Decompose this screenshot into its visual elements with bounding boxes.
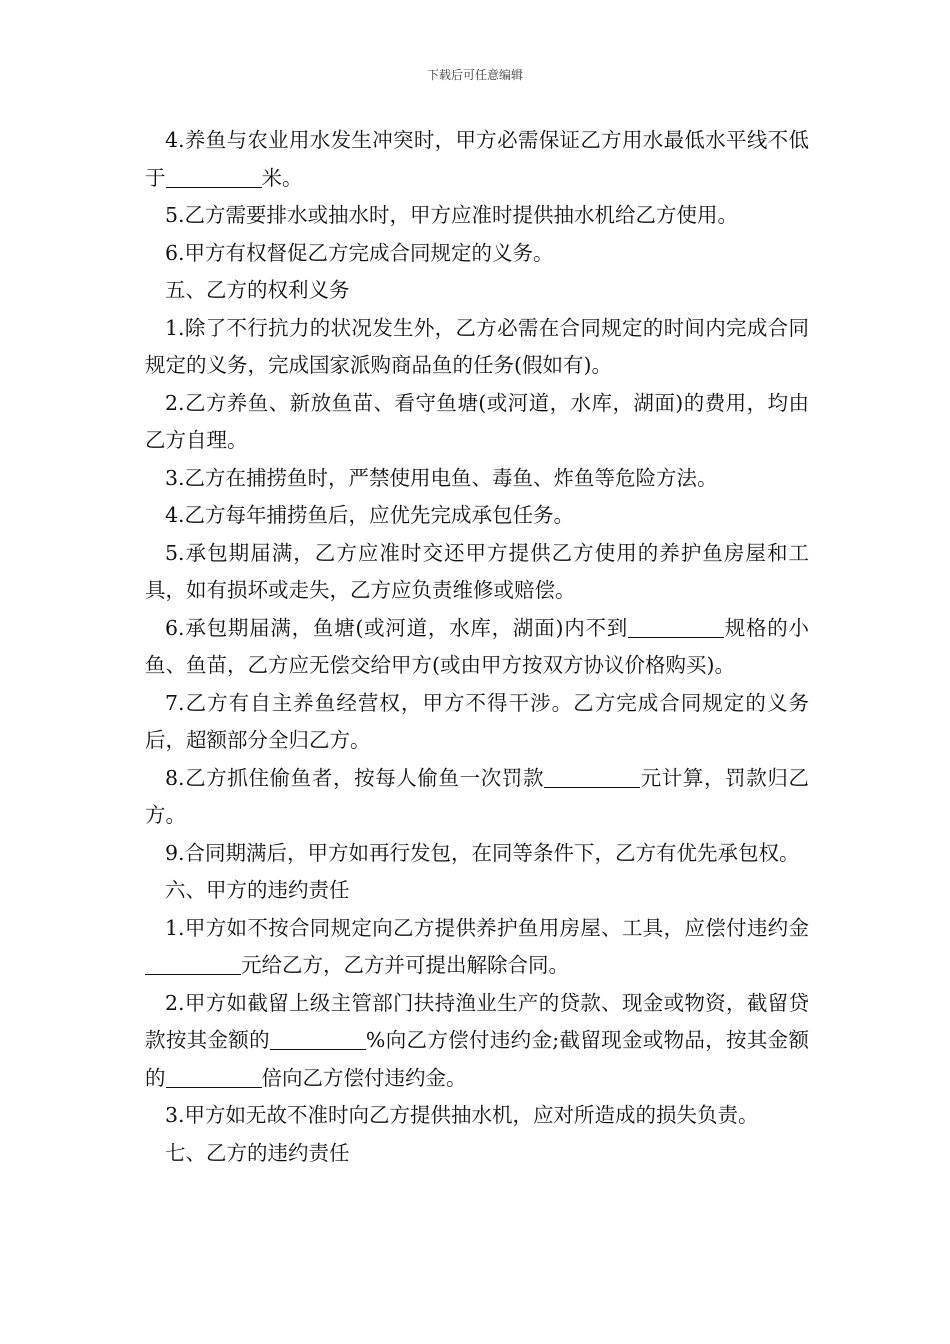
- clause-4-water: [145, 122, 809, 197]
- clause-text: 1.除了不行抗力的状况发生外，乙方必需在合同规定的时间内完成合同规定的义务，完成国家派购商品鱼的任务(假如有)。: [145, 315, 809, 377]
- clause-text: 3.甲方如无故不准时向乙方提供抽水机，应对所造成的损失负责。: [165, 1103, 759, 1127]
- clause-c3: [145, 1097, 809, 1135]
- clause-text: 4.乙方每年捕捞鱼后，应优先完成承包任务。: [165, 503, 575, 527]
- clause-b4: [145, 497, 809, 535]
- clause-text: %向乙方偿付违约金;截留现金或物品，按其金额的: [145, 1028, 810, 1090]
- section-heading-6: [145, 872, 809, 910]
- clause-text: 4.养鱼与农业用水发生冲突时，甲方必需保证乙方用水最低水平线不低于: [145, 128, 809, 190]
- clause-text: 米。: [261, 165, 303, 190]
- section-heading-7: [145, 1135, 809, 1173]
- clause-text: 8.乙方抓住偷鱼者，按每人偷鱼一次罚款: [165, 765, 545, 790]
- clause-text: 6.甲方有权督促乙方完成合同规定的义务。: [165, 240, 554, 265]
- clause-text: 6.承包期届满，鱼塘(或河道，水库，湖面)内不到: [165, 615, 628, 640]
- clause-text: 3.乙方在捕捞鱼时，严禁使用电鱼、毒鱼、炸鱼等危险方法。: [165, 465, 718, 490]
- clause-text: 9.合同期满后，甲方如再行发包，在同等条件下，乙方有优先承包权。: [165, 840, 800, 865]
- clause-b9: [145, 835, 809, 873]
- clause-c1: [145, 910, 809, 985]
- fill-blank[interactable]: [145, 952, 241, 975]
- clause-b2: [145, 385, 809, 460]
- clause-text: 5.乙方需要排水或抽水时，甲方应准时提供抽水机给乙方使用。: [165, 203, 739, 227]
- clause-b1: [145, 310, 809, 385]
- fill-blank[interactable]: [166, 1065, 262, 1088]
- clause-text: 2.乙方养鱼、新放鱼苗、看守鱼塘(或河道，水库，湖面)的费用，均由乙方自理。: [145, 390, 809, 452]
- fill-blank[interactable]: [544, 765, 640, 788]
- clause-b5: [145, 535, 809, 610]
- document-body: [145, 122, 809, 1172]
- clause-b6: [145, 610, 809, 685]
- heading-text: 五、乙方的权利义务: [165, 278, 350, 302]
- heading-text: 六、甲方的违约责任: [165, 878, 350, 902]
- clause-text: 元计算，罚款归乙方。: [145, 765, 809, 827]
- fill-blank[interactable]: [628, 615, 724, 638]
- clause-text: 2.甲方如截留上级主管部门扶持渔业生产的贷款、现金或物资，截留贷款按其金额的: [145, 990, 809, 1052]
- clause-text: 规格的小鱼、鱼苗，乙方应无偿交给甲方(或由甲方按双方协议价格购买)。: [145, 615, 809, 677]
- clause-6-supervise: [145, 235, 809, 273]
- clause-c2: [145, 985, 809, 1098]
- clause-text: 倍向乙方偿付违约金。: [261, 1065, 467, 1090]
- clause-5-pump: [145, 197, 809, 235]
- clause-text: 7.乙方有自主养鱼经营权，甲方不得干涉。乙方完成合同规定的义务后，超额部分全归乙方。: [145, 690, 809, 752]
- clause-b8: [145, 760, 809, 835]
- clause-text: 1.甲方如不按合同规定向乙方提供养护鱼用房屋、工具，应偿付违约金: [165, 915, 809, 940]
- page-header: 下载后可任意编辑: [426, 68, 523, 82]
- fill-blank[interactable]: [166, 165, 262, 188]
- section-heading-5: [145, 272, 809, 310]
- clause-text: 5.承包期届满，乙方应准时交还甲方提供乙方使用的养护鱼房屋和工具，如有损坏或走失，乙方应负责维修或赔偿。: [145, 540, 809, 602]
- clause-b7: [145, 685, 809, 760]
- clause-b3: [145, 460, 809, 498]
- clause-text: 元给乙方，乙方并可提出解除合同。: [241, 953, 569, 977]
- fill-blank[interactable]: [270, 1027, 366, 1050]
- heading-text: 七、乙方的违约责任: [165, 1140, 350, 1165]
